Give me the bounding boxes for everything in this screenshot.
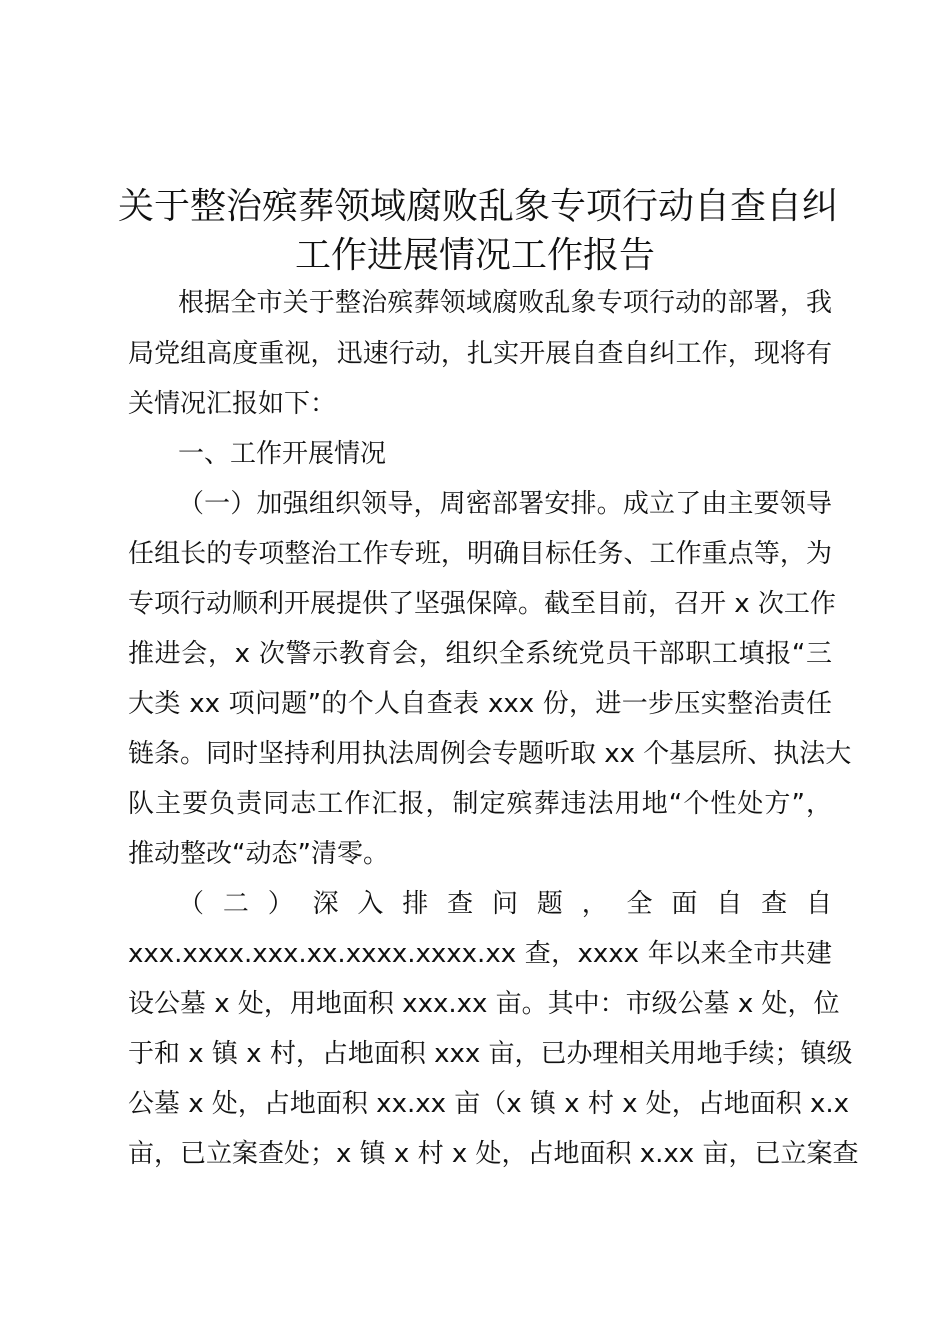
paragraph-line: 设公墓 x 处，用地面积 xxx.xx 亩。其中：市级公墓 x 处，位 — [128, 989, 840, 1019]
paragraph-line: 任组长的专项整治工作专班，明确目标任务、工作重点等，为 — [128, 539, 832, 569]
paragraph-line: 队主要负责同志工作汇报，制定殡葬违法用地“个性处方”， — [128, 789, 832, 819]
section-heading: 一、工作开展情况 — [178, 439, 387, 469]
document-title-line-2: 工作进展情况工作报告 — [294, 235, 655, 276]
paragraph-line: 推进会，x 次警示教育会，组织全系统党员干部职工填报“三 — [128, 639, 832, 669]
paragraph-line: xxx.xxxx.xxx.xx.xxxx.xxxx.xx 查，xxxx 年以来全市共建 — [128, 939, 832, 969]
paragraph-line: 推动整改“动态”清零。 — [128, 839, 389, 869]
paragraph-line: 于和 x 镇 x 村，占地面积 xxx 亩，已办理相关用地手续；镇级 — [128, 1039, 853, 1069]
paragraph-line: 链条。同时坚持利用执法周例会专题听取 xx 个基层所、执法大 — [128, 739, 852, 769]
paragraph-line: 局党组高度重视，迅速行动，扎实开展自查自纠工作，现将有 — [128, 339, 832, 369]
paragraph-line: 公墓 x 处，占地面积 xx.xx 亩（x 镇 x 村 x 处，占地面积 x.x — [128, 1089, 850, 1119]
document-title-line-1: 关于整治殡葬领域腐败乱象专项行动自查自纠 — [118, 186, 839, 227]
paragraph-line: 大类 xx 项问题”的个人自查表 xxx 份，进一步压实整治责任 — [128, 689, 832, 719]
paragraph-line: （一）加强组织领导，周密部署安排。成立了由主要领导 — [178, 489, 832, 519]
paragraph-line: 亩，已立案查处；x 镇 x 村 x 处，占地面积 x.xx 亩，已立案查 — [128, 1139, 859, 1169]
paragraph-line: 根据全市关于整治殡葬领域腐败乱象专项行动的部署，我 — [178, 288, 832, 318]
paragraph-line: 关情况汇报如下： — [128, 389, 337, 419]
paragraph-line: （二）深入排查问题，全面自查自 — [178, 889, 832, 919]
paragraph-line: 专项行动顺利开展提供了坚强保障。截至目前，召开 x 次工作 — [128, 589, 836, 619]
